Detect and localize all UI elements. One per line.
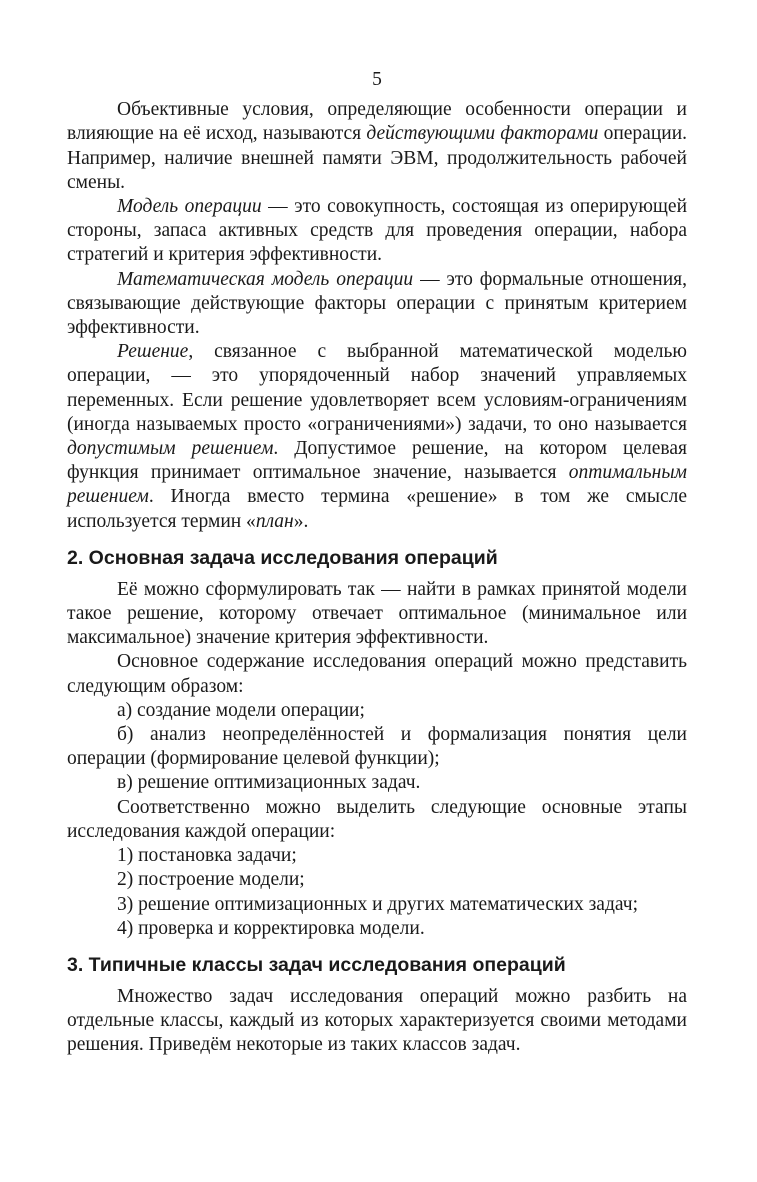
list-item: б) анализ неопределённостей и формализация понятия цели операции (формирование целевой функции); xyxy=(67,724,687,770)
section-heading-3: 3. Типичные классы задач исследования операций xyxy=(67,953,566,976)
term-feasible-solution: допустимым решением xyxy=(67,438,274,460)
term-optimal-solution: оптимальным решением xyxy=(67,462,687,508)
term-operation-model: Модель операции xyxy=(117,196,262,218)
list-item: 2) построение модели; xyxy=(117,869,305,891)
list-item: а) создание модели операции; xyxy=(117,699,365,721)
term-acting-factors: действующими факторами xyxy=(366,123,599,145)
text: Объективные условия, определяющие особенности операции и влияющие на её исход, называются xyxy=(67,99,687,145)
text: ». xyxy=(293,510,309,532)
list-item: 1) постановка задачи; xyxy=(117,845,297,867)
text: — это формальные отношения, связывающие действующие факторы операции с принятым критерием эффективности. xyxy=(67,268,687,339)
text: операции. Например, наличие внешней памяти ЭВМ, продолжительность рабочей смены. xyxy=(67,123,688,193)
text: . Допустимое решение, на котором целевая функция принимает оптимальное значение, называется xyxy=(67,438,687,484)
text: . Иногда вместо термина «решение» в том же смысле используется термин « xyxy=(67,486,687,532)
paragraph-main-task: Её можно сформулировать так — найти в рамках принятой модели такое решение, которому отвечает оптимальное (минимальное или максимальное) значение критерия эффективности. xyxy=(67,578,687,649)
page-number: 5 xyxy=(372,69,382,90)
list-item: 4) проверка и корректировка модели. xyxy=(117,917,425,939)
page xyxy=(67,68,687,1058)
list-item: 3) решение оптимизационных и других математических задач; xyxy=(117,893,638,915)
term-math-model: Математическая модель операции xyxy=(117,268,414,290)
list-item: в) решение оптимизационных задач. xyxy=(117,772,421,794)
paragraph-operation-model xyxy=(67,195,687,268)
paragraph-task-classes: Множество задач исследования операций можно разбить на отдельные классы, каждый из которых характеризуется своими методами решения. Приведём некоторые из таких классов задач. xyxy=(67,985,687,1056)
paragraph-math-model xyxy=(67,268,687,341)
paragraph-solution xyxy=(67,340,687,534)
text: — это совокупность, состоящая из оперирующей стороны, запаса активных средств для проведения операции, набора стратегий и критерия эффективности. xyxy=(67,196,688,266)
paragraph-main-content: Основное содержание исследования операций можно представить следующим образом: xyxy=(67,651,687,697)
text: , связанное с выбранной математической моделью операции, — это упорядоченный набор значений управляемых переменных. Если решение удовлетворяет всем условиям-ограничениям (иногда называемых просто «ограничениями») задачи, то оно называется xyxy=(67,341,687,435)
term-plan: план xyxy=(255,510,294,532)
section-heading-2: 2. Основная задача исследования операций xyxy=(67,546,498,569)
term-solution: Решение xyxy=(117,341,189,363)
paragraph-acting-factors xyxy=(67,98,687,195)
paragraph-stages: Соответственно можно выделить следующие основные этапы исследования каждой операции: xyxy=(67,796,687,842)
